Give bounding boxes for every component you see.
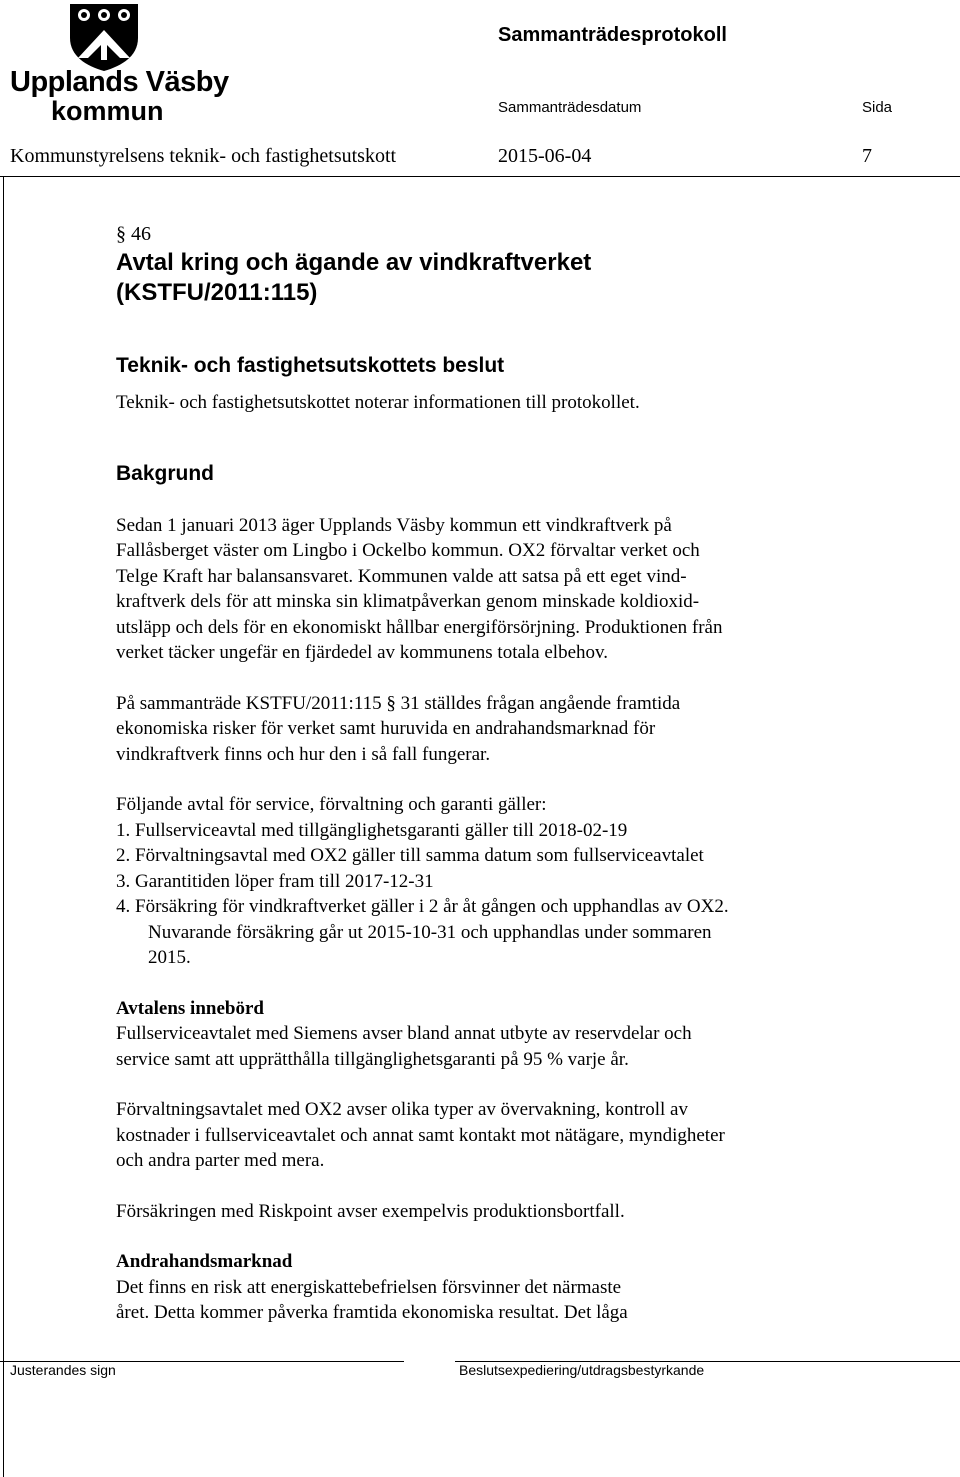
- agreements-paragraph-3: Försäkringen med Riskpoint avser exempelvis produktionsbortfall.: [116, 1200, 625, 1222]
- logo-name: Upplands Väsby: [10, 66, 229, 98]
- decision-text: Teknik- och fastighetsutskottet noterar informationen till protokollet.: [116, 392, 640, 413]
- case-title-line-1: Avtal kring och ägande av vindkraftverket: [116, 249, 592, 276]
- secondhand-market-paragraph: Det finns en risk att energiskattebefrielsen försvinner det närmaste året. Detta kommer påverka framtida ekonomiska resultat. Det låga: [116, 1276, 628, 1323]
- left-margin-line: [3, 176, 4, 1477]
- secondhand-market-heading: Andrahandsmarknad: [116, 1251, 293, 1272]
- protocol-body: [116, 220, 916, 1326]
- document-type: Sammanträdesprotokoll: [498, 24, 727, 46]
- municipality-logo: [10, 2, 229, 126]
- agreements-heading: Avtalens innebörd: [116, 997, 264, 1019]
- page-label: Sida: [862, 99, 893, 116]
- header-divider: [0, 176, 960, 177]
- committee-name: Kommunstyrelsens teknik- och fastighetsutskott: [10, 145, 397, 167]
- background-paragraph-1: Sedan 1 januari 2013 äger Upplands Väsby kommun ett vindkraftverk på Fallåsberget väster om Lingbo i Ockelbo kommun. OX2 förvaltar verket och Telge Kraft har balansansvaret. Kommunen valde att satsa på ett eget vind- kraftverk dels för att minska sin klimatpåverkan genom minskade koldioxid- utsläpp och dels för en ekonomiskt hållbar energiförsörjning. Produktionen från verket täcker ungefär en fjärdedel av kommunens totala elbehov.: [116, 514, 723, 663]
- agreement-list-intro: Följande avtal för service, förvaltning och garanti gäller:: [116, 794, 547, 815]
- list-item: 3. Garantitiden löper fram till 2017-12-31: [116, 870, 434, 892]
- logo-sub: kommun: [51, 96, 164, 126]
- agreements-paragraph-1: Fullserviceavtalet med Siemens avser bland annat utbyte av reservdelar och service samt att upprätthålla tillgänglighetsgaranti på 95 % varje år.: [116, 1023, 692, 1070]
- dispatch-certification-label: Beslutsexpediering/utdragsbestyrkande: [459, 1362, 705, 1378]
- meeting-date: 2015-06-04: [498, 145, 592, 167]
- list-item: 1. Fullserviceavtal med tillgänglighetsgaranti gäller till 2018-02-19: [116, 819, 628, 841]
- background-paragraph-2: På sammanträde KSTFU/2011:115 § 31 ställdes frågan angående framtida ekonomiska risker för verket samt huruvida en andrahandsmarknad för vindkraftverk finns och hur den i så fall fungerar.: [116, 692, 681, 765]
- case-title-line-2: (KSTFU/2011:115): [116, 279, 318, 306]
- background-heading: Bakgrund: [116, 461, 215, 485]
- meeting-date-label: Sammanträdesdatum: [498, 99, 642, 116]
- decision-heading: Teknik- och fastighetsutskottets beslut: [116, 354, 505, 377]
- adjusters-signature-label: Justerandes sign: [10, 1362, 116, 1378]
- page-number: 7: [862, 145, 872, 167]
- coat-of-arms-icon: [68, 2, 140, 72]
- list-item-continuation: Nuvarande försäkring går ut 2015-10-31 och upphandlas under sommaren: [148, 921, 712, 943]
- list-item: 4. Försäkring för vindkraftverket gäller i 2 år åt gången och upphandlas av OX2.: [116, 896, 729, 917]
- agreements-paragraph-2: Förvaltningsavtalet med OX2 avser olika typer av övervakning, kontroll av kostnader i fullserviceavtalet och annat samt kontakt mot nätägare, myndigheter och andra parter med mera.: [116, 1099, 725, 1171]
- section-number: § 46: [116, 223, 151, 245]
- list-item: 2. Förvaltningsavtal med OX2 gäller till samma datum som fullserviceavtalet: [116, 845, 704, 866]
- list-item-continuation: 2015.: [148, 947, 191, 968]
